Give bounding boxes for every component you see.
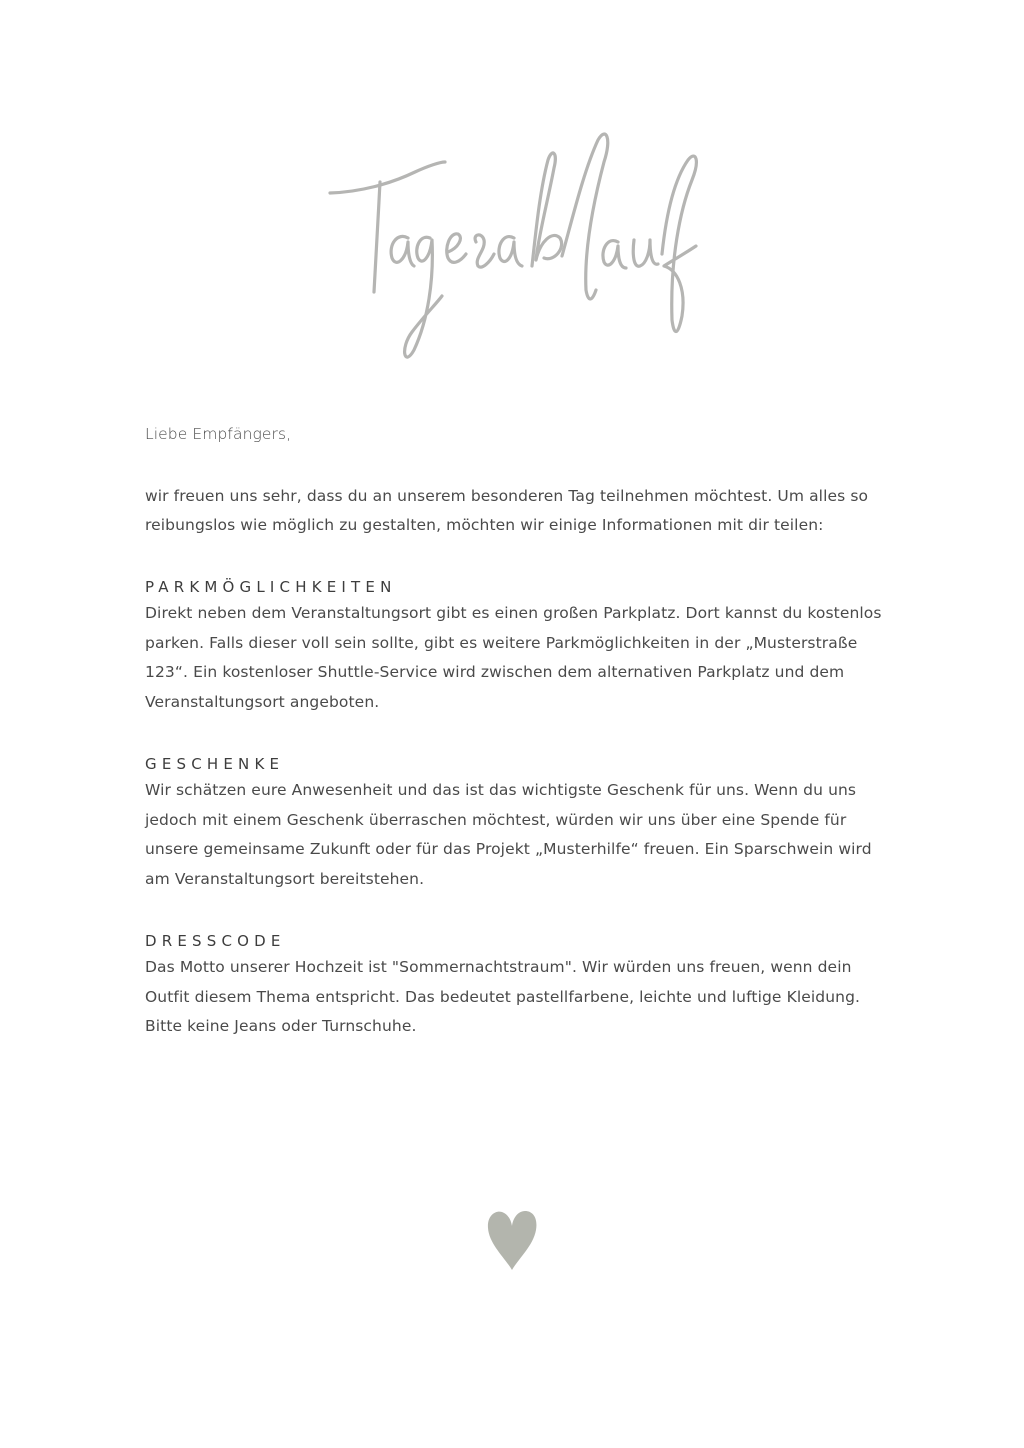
section-dresscode <box>145 932 885 1042</box>
script-title-graphic <box>300 120 720 380</box>
section-body-parking: Direkt neben dem Veranstaltungsort gibt es einen großen Parkplatz. Dort kannst du kostenlos parken. Falls dieser voll sein sollte, gibt es weitere Parkmöglichkeiten in der „Musterstraße 123“. Ein kostenloser Shuttle-Service wird zwischen dem alternativen Parkplatz und dem Veranstaltungsort angeboten. <box>145 604 882 711</box>
section-parking <box>145 578 885 717</box>
section-gifts <box>145 755 885 894</box>
section-heading-parking: PARKMÖGLICHKEITEN <box>145 578 397 596</box>
section-body-dresscode: Das Motto unserer Hochzeit ist "Sommernachtstraum". Wir würden uns freuen, wenn dein Outfit diesem Thema entspricht. Das bedeutet pastellfarbene, leichte und luftige Kleidung. Bitte keine Jeans oder Turnschuhe. <box>145 958 861 1035</box>
intro-paragraph: wir freuen uns sehr, dass du an unserem besonderen Tag teilnehmen möchtest. Um alles so reibungslos wie möglich zu gestalten, möchten wir einige Informationen mit dir teilen: <box>145 487 869 534</box>
heart-icon <box>485 1208 539 1272</box>
section-heading-gifts: GESCHENKE <box>145 755 285 773</box>
script-title <box>300 120 720 380</box>
document-body <box>145 420 885 1080</box>
greeting: Liebe Empfängers, <box>145 425 292 443</box>
section-heading-dresscode: DRESSCODE <box>145 932 286 950</box>
section-body-gifts: Wir schätzen eure Anwesenheit und das ist das wichtigste Geschenk für uns. Wenn du uns jedoch mit einem Geschenk überraschen möchtest, würden wir uns über eine Spende für unsere gemeinsame Zukunft oder für das Projekt „Musterhilfe“ freuen. Ein Sparschwein wird am Veranstaltungsort bereitstehen. <box>145 781 872 888</box>
